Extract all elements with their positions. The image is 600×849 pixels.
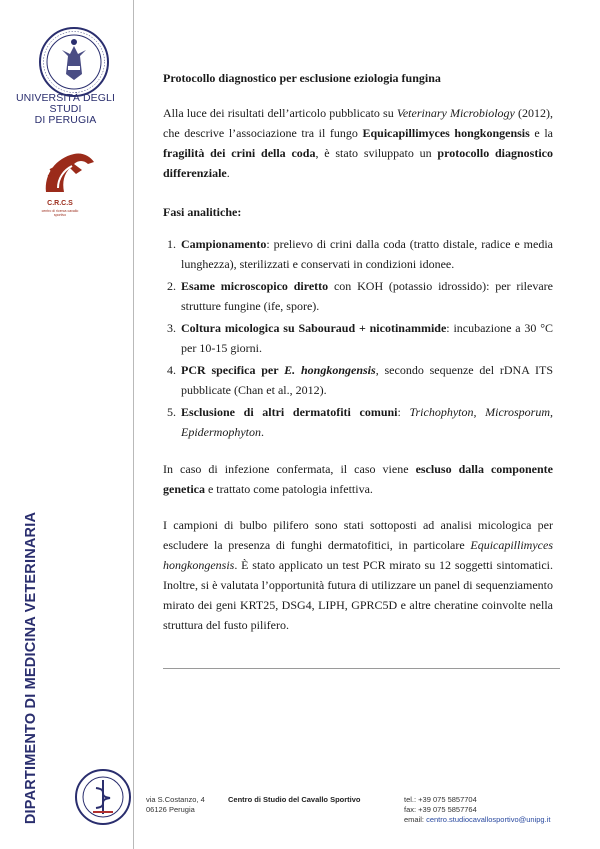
infection-text-1: In caso di infezione confermata, il caso viene xyxy=(163,462,416,476)
phases-heading: Fasi analitiche: xyxy=(163,205,242,219)
fungus-name: Equicapillimyces hongkongensis xyxy=(362,126,530,140)
footer-centre-name: Centro di Studio del Cavallo Sportivo xyxy=(228,795,361,804)
list-item xyxy=(179,318,553,358)
crcs-label: C.R.C.S xyxy=(47,200,73,207)
infection-bold: escluso dalla componente genetica xyxy=(163,462,553,496)
protocol-phrase: protocollo diagnostico differenziale xyxy=(163,146,553,180)
infection-paragraph xyxy=(163,459,553,499)
infection-text-2: e trattato come patologia infettiva. xyxy=(204,482,373,496)
footer-tel: tel.: +39 075 5857704 xyxy=(404,795,477,804)
phases-list xyxy=(163,234,553,444)
footer-address xyxy=(146,795,205,815)
step-text: con KOH (potassio idrossido): per rilevare strutture fungine (ife, spore). xyxy=(181,279,553,313)
intro-text-5: . xyxy=(226,166,230,180)
sidebar-divider xyxy=(133,0,134,849)
university-seal-logo xyxy=(38,26,110,98)
university-name-line2: DI PERUGIA xyxy=(34,114,97,126)
intro-paragraph xyxy=(163,103,553,183)
department-label-text: DIPARTIMENTO DI MEDICINA VETERINARIA xyxy=(23,511,39,825)
step-text: : incubazione a 30 °C per 10-15 giorni. xyxy=(181,321,554,355)
step-text: : prelievo di crini dalla coda (tratto distale, radice e media lunghezza), sterilizzati e conservati in condizioni idonee. xyxy=(181,237,553,271)
step-title: Esame microscopico diretto xyxy=(181,279,329,293)
footer-divider xyxy=(163,668,560,669)
department-seal-logo xyxy=(74,768,132,826)
address-line1: via S.Costanzo, 4 xyxy=(146,795,205,804)
step-title: PCR specifica per xyxy=(181,363,285,377)
journal-name: Veterinary Microbiology xyxy=(396,106,515,120)
list-item xyxy=(179,360,553,400)
dermatophyte-names: Trichophyton, Microsporum, Epidermophyton xyxy=(181,405,554,439)
step-title: Coltura micologica su Sabouraud + nicotinammide xyxy=(181,321,447,335)
samples-text-2: . È stato applicato un test PCR mirato su 12 soggetti sintomatici. Inoltre, si è valutata l’opportunità futura di utilizzare un panel di sequenziamento mirato dei geni KRT25, DSG4, LIPH, GPRC5D e altre cheratine coinvolte nella struttura del fusto pilifero. xyxy=(163,558,553,632)
intro-text-1: Alla luce dei risultati dell’articolo pubblicato su xyxy=(163,106,397,120)
samples-paragraph xyxy=(163,515,553,635)
footer-fax: fax: +39 075 5857764 xyxy=(404,805,477,814)
crcs-subtitle: centro di ricerca cavallo sportivo xyxy=(41,209,79,217)
intro-text-3: e la xyxy=(529,126,553,140)
list-item xyxy=(179,402,553,442)
crcs-horse-logo xyxy=(36,140,102,220)
university-name xyxy=(0,93,131,126)
fragility-phrase: fragilità dei crini della coda xyxy=(163,146,316,160)
document-title: Protocollo diagnostico per esclusione eziologia fungina xyxy=(163,71,441,85)
step-title: Esclusione di altri dermatofiti comuni xyxy=(181,405,398,419)
samples-species: Equicapillimyces hongkongensis xyxy=(163,538,553,572)
footer-email-line xyxy=(404,815,550,825)
step-tail: . xyxy=(261,425,264,439)
email-link[interactable]: centro.studiocavallosportivo@unipg.it xyxy=(426,815,551,824)
email-label: email: xyxy=(404,815,427,824)
footer-contacts xyxy=(404,795,550,825)
list-item xyxy=(179,234,553,274)
department-label xyxy=(21,511,41,825)
samples-text-1: I campioni di bulbo pilifero sono stati sottoposti ad analisi micologica per escludere la presenza di funghi dermatofitici, in particolare xyxy=(163,518,553,552)
step-text: : xyxy=(397,405,410,419)
intro-text-4: , è stato sviluppato un xyxy=(315,146,438,160)
address-line2: 06126 Perugia xyxy=(146,805,195,814)
step-text: , secondo sequenze del rDNA ITS pubblicate (Chan et al., 2012). xyxy=(181,363,553,397)
species-name: E. hongkongensis xyxy=(284,363,376,377)
list-item xyxy=(179,276,553,316)
step-title: Campionamento xyxy=(181,237,267,251)
university-name-line1: UNIVERSITÀ DEGLI STUDI xyxy=(15,92,116,115)
intro-text-2: (2012), che descrive l’associazione tra il fungo xyxy=(163,106,553,140)
